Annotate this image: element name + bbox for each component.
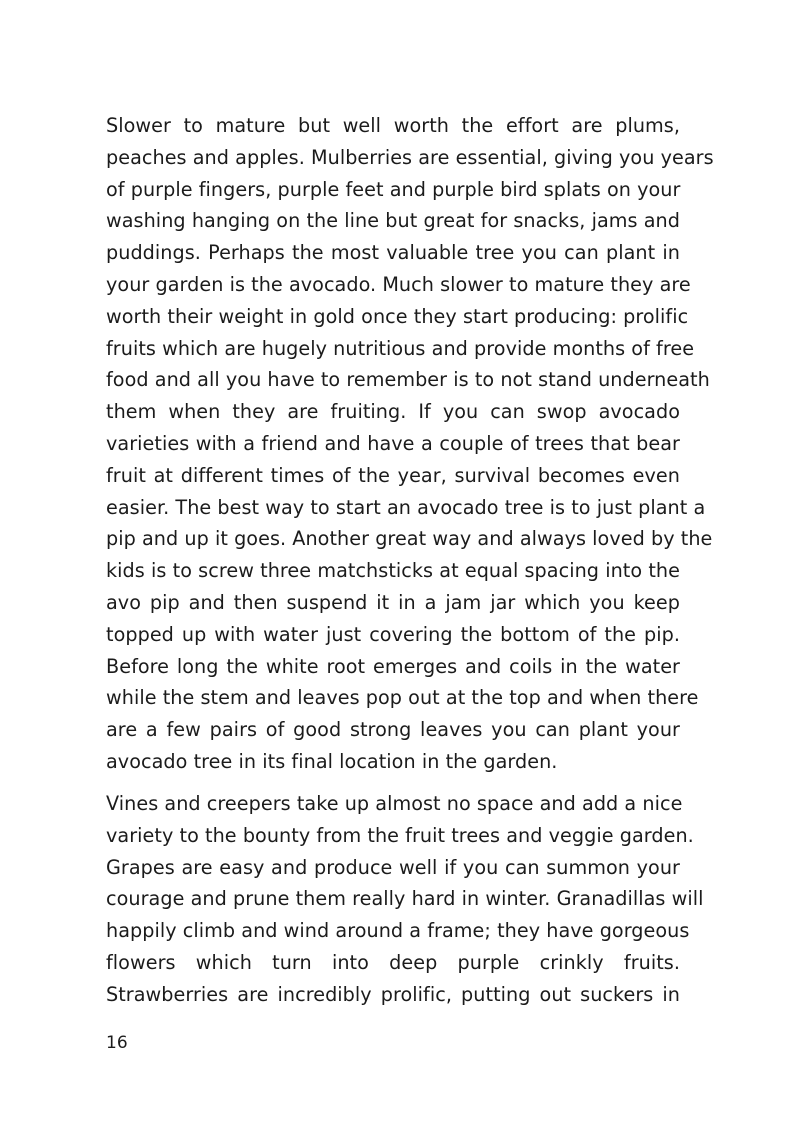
text-line: food and all you have to remember is to not stand underneath [106,368,710,392]
text-line: avo pip and then suspend it in a jam jar which you keep [106,590,680,614]
text-line: puddings. Perhaps the most valuable tree you can plant in [106,241,680,265]
text-line: washing hanging on the line but great for snacks, jams and [106,209,680,233]
text-line: kids is to screw three matchsticks at equal spacing into the [106,559,680,583]
text-line: Strawberries are incredibly prolific, putting out suckers in [106,982,680,1006]
text-line: peaches and apples. Mulberries are essential, giving you years [106,145,714,169]
paragraph-vines-creepers [106,788,704,1011]
text-line: are a few pairs of good strong leaves you can plant your [106,718,680,742]
text-line: flowers which turn into deep purple crinkly fruits. [106,950,680,974]
text-line: worth their weight in gold once they start producing: prolific [106,304,689,328]
text-line: them when they are fruiting. If you can swop avocado [106,400,680,424]
text-line: while the stem and leaves pop out at the top and when there [106,686,699,710]
text-line: courage and prune them really hard in winter. Granadillas will [106,887,704,911]
text-line: pip and up it goes. Another great way and always loved by the [106,527,713,551]
text-line: variety to the bounty from the fruit trees and veggie garden. [106,823,694,847]
text-line: topped up with water just covering the bottom of the pip. [106,622,680,646]
text-line: easier. The best way to start an avocado tree is to just plant a [106,495,706,519]
text-line: varieties with a friend and have a couple of trees that bear [106,431,680,455]
text-line: fruits which are hugely nutritious and provide months of free [106,336,695,360]
text-line: happily climb and wind around a frame; they have gorgeous [106,919,690,943]
paragraph-fruit-trees [106,110,714,778]
text-line: Vines and creepers take up almost no space and add a nice [106,792,683,815]
text-line: fruit at different times of the year, survival becomes even [106,463,680,487]
text-line: Slower to mature but well worth the effort are plums, [106,114,680,137]
text-line: Before long the white root emerges and coils in the water [106,654,680,678]
text-line: avocado tree in its final location in the garden. [106,749,558,773]
page-number: 16 [106,1033,128,1053]
text-line: of purple fingers, purple feet and purple bird splats on your [106,177,681,201]
text-line: your garden is the avocado. Much slower to mature they are [106,272,691,296]
text-line: Grapes are easy and produce well if you can summon your [106,855,680,879]
